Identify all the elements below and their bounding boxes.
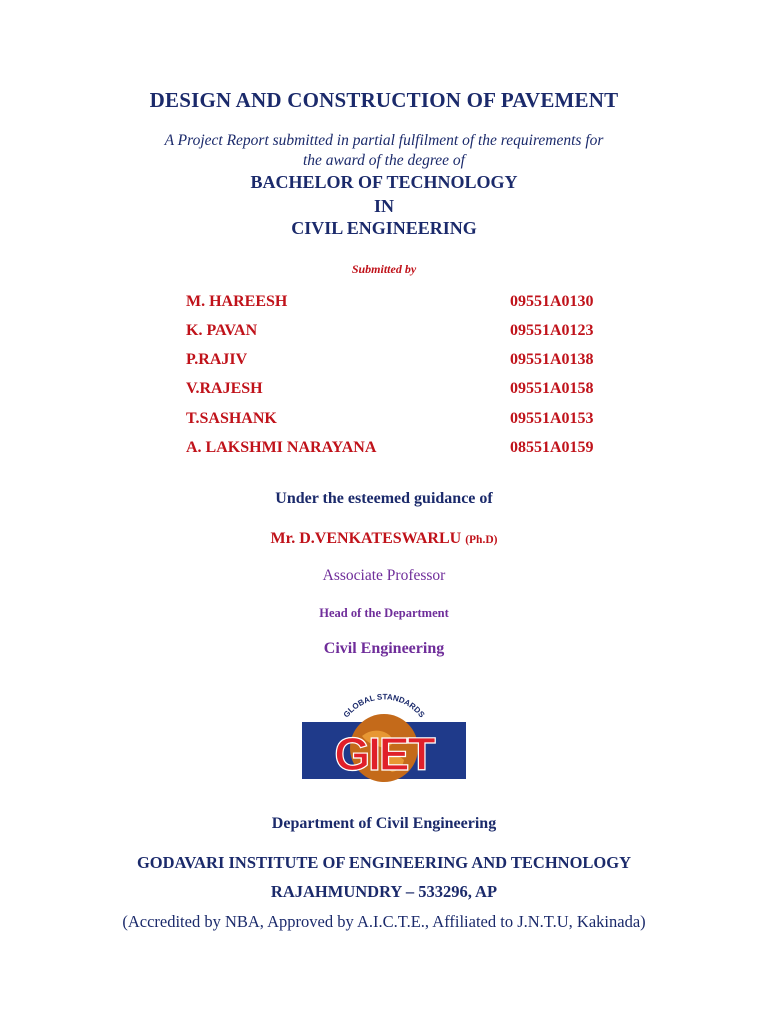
guide-department: Civil Engineering xyxy=(323,640,445,657)
student-id: 09551A0123 xyxy=(510,322,594,339)
degree-line3: CIVIL ENGINEERING xyxy=(291,218,477,238)
student-id: 09551A0153 xyxy=(510,410,594,427)
student-id: 08551A0159 xyxy=(510,439,594,456)
hod-label: Head of the Department xyxy=(319,606,449,620)
footer-department: Department of Civil Engineering xyxy=(271,815,497,832)
guide-name: Mr. D.VENKATESWARLU xyxy=(270,530,462,547)
logo-arc-text: GLOBAL STANDARDS xyxy=(341,692,427,720)
student-id: 09551A0130 xyxy=(510,293,594,310)
student-name: K. PAVAN xyxy=(186,322,258,339)
guide-qualification: (Ph.D) xyxy=(465,534,498,546)
student-id: 09551A0158 xyxy=(510,380,594,397)
guide-designation: Associate Professor xyxy=(322,567,446,584)
degree-line2: IN xyxy=(373,196,394,216)
report-subtitle-line2: the award of the degree of xyxy=(302,152,465,169)
institute-name: GODAVARI INSTITUTE OF ENGINEERING AND TECHNOLOGY xyxy=(136,853,632,872)
report-title: DESIGN AND CONSTRUCTION OF PAVEMENT xyxy=(149,88,619,112)
accreditation-note: (Accredited by NBA, Approved by A.I.C.T.E., Affiliated to J.N.T.U, Kakinada) xyxy=(122,912,646,931)
degree-line1: BACHELOR OF TECHNOLOGY xyxy=(250,172,518,192)
student-name: A. LAKSHMI NARAYANA xyxy=(186,439,377,456)
logo-text: GIET xyxy=(334,728,434,780)
student-id: 09551A0138 xyxy=(510,351,594,368)
student-name: T.SASHANK xyxy=(186,410,277,427)
guide-name-line xyxy=(0,530,768,548)
guidance-intro: Under the esteemed guidance of xyxy=(275,490,493,507)
institute-city: RAJAHMUNDRY – 533296, AP xyxy=(270,882,498,901)
student-name: M. HAREESH xyxy=(186,293,288,310)
giet-logo xyxy=(302,692,466,782)
submitted-by-label: Submitted by xyxy=(351,262,417,276)
report-subtitle-line1: A Project Report submitted in partial fulfilment of the requirements for xyxy=(164,132,604,149)
student-name: V.RAJESH xyxy=(186,380,263,397)
student-name: P.RAJIV xyxy=(186,351,248,368)
